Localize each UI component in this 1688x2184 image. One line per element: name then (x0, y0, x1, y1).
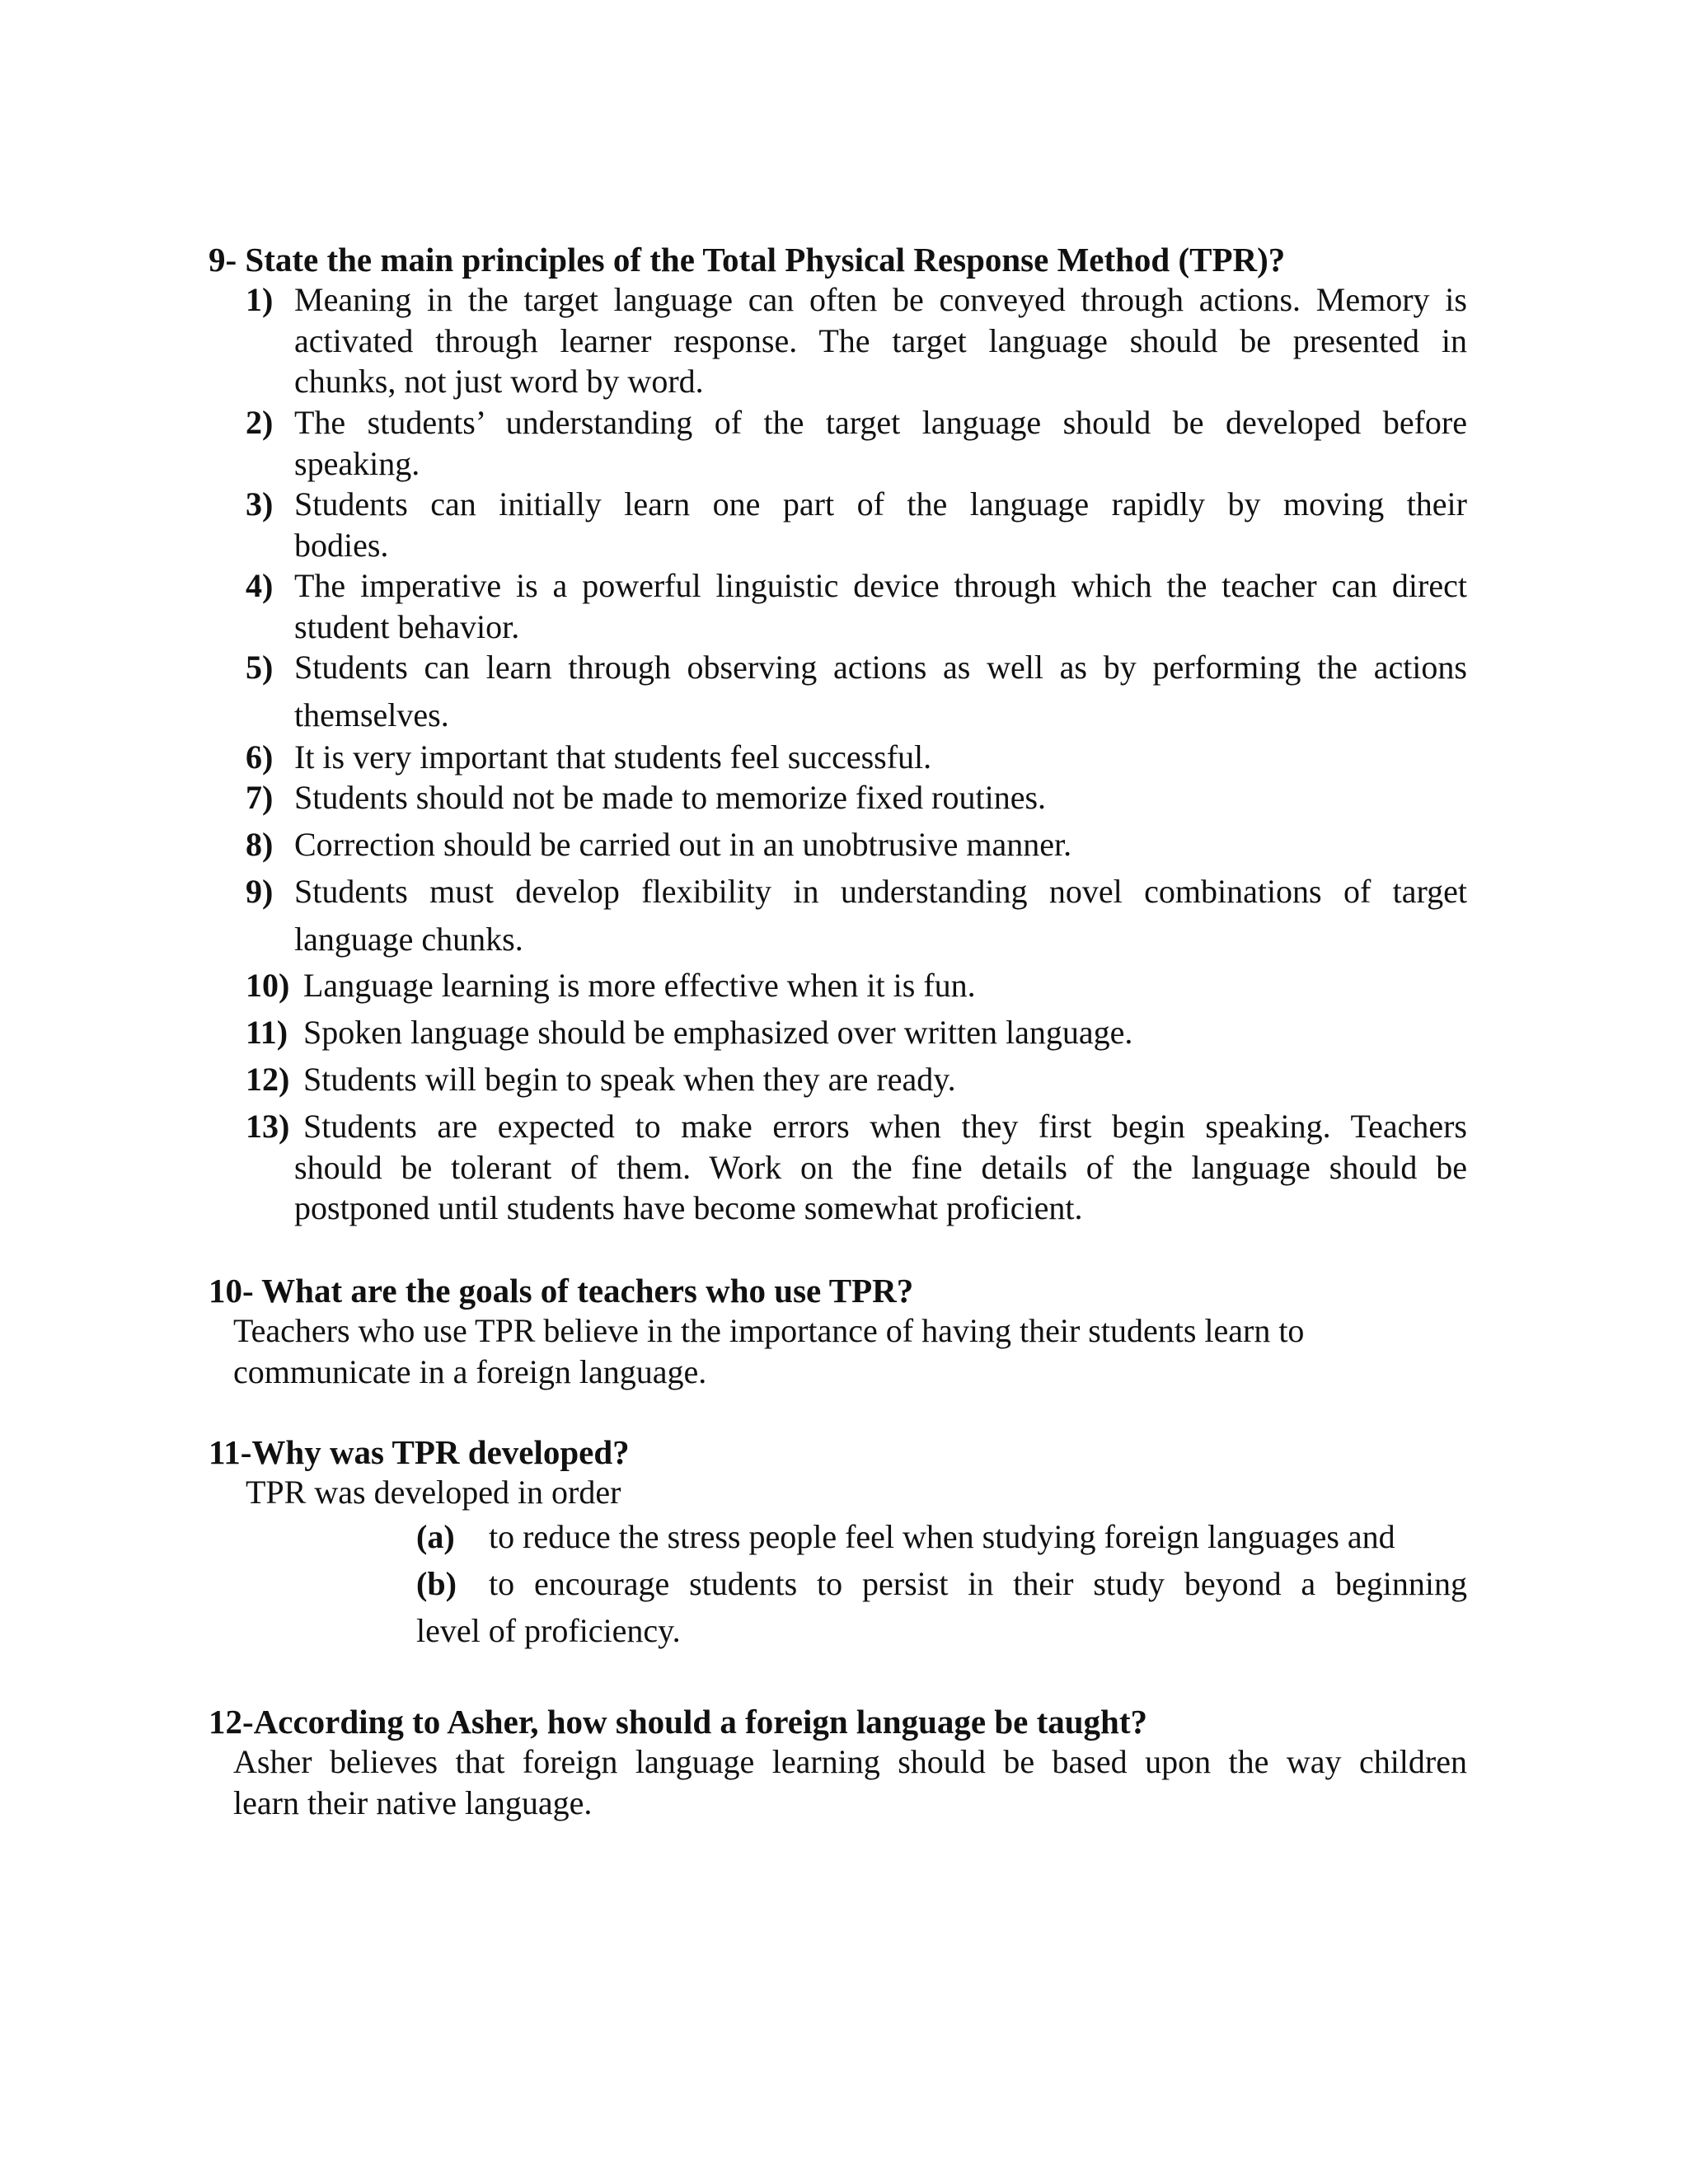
item-text: Spoken language should be emphasized over written language. (303, 1014, 1133, 1051)
principle-item-1 (246, 279, 1467, 402)
point-text: to reduce the stress people feel when studying foreign languages and (489, 1518, 1395, 1555)
item-number: 10) (246, 967, 290, 1004)
question-12-answer (233, 1741, 1467, 1823)
question-12-title: 12-According to Asher, how should a foreign language be taught? (209, 1703, 1148, 1741)
answer-line: learn their native language. (233, 1783, 593, 1821)
item-text: Students will begin to speak when they are ready. (303, 1061, 956, 1098)
principle-item-3 (246, 484, 1467, 565)
point-label: (b) (416, 1565, 457, 1602)
principle-item-8 (246, 824, 1467, 865)
item-text: Students are expected to make errors when they first begin speaking. Teachers (303, 1108, 1467, 1145)
item-text: It is very important that students feel successful. (294, 738, 932, 776)
item-number: 8) (246, 826, 274, 863)
item-number: 7) (246, 779, 274, 816)
item-first-line (246, 1106, 1467, 1147)
point-text-cont: level of proficiency. (416, 1612, 681, 1649)
item-text-cont: activated through learner response. The target language should be presented in (294, 321, 1467, 359)
item-number: 4) (246, 567, 274, 604)
item-text-cont: language chunks. (294, 920, 523, 958)
item-text: The students’ understanding of the target language should be developed before (294, 404, 1467, 441)
point-label: (a) (416, 1518, 455, 1555)
principle-item-7 (246, 777, 1467, 818)
question-10-answer (233, 1310, 1467, 1392)
item-text-cont: speaking. (294, 444, 420, 482)
item-text: Students should not be made to memorize fixed routines. (294, 779, 1047, 816)
item-number: 11) (246, 1014, 288, 1051)
item-number: 1) (246, 281, 274, 318)
item-number: 6) (246, 738, 274, 776)
item-text-cont: themselves. (294, 696, 449, 733)
item-number: 13) (246, 1108, 290, 1145)
question-11-title: 11-Why was TPR developed? (209, 1433, 630, 1471)
item-text: Students can learn through observing actions as well as by performing the actions (294, 649, 1467, 686)
question-10-title: 10- What are the goals of teachers who use TPR? (209, 1272, 914, 1310)
item-number: 2) (246, 404, 274, 441)
item-number: 5) (246, 649, 274, 686)
principle-item-9 (246, 871, 1467, 959)
principle-item-4 (246, 565, 1467, 647)
answer-line: Teachers who use TPR believe in the importance of having their students learn to (233, 1312, 1305, 1349)
principle-item-2 (246, 402, 1467, 484)
item-text-cont: chunks, not just word by word. (294, 363, 704, 400)
principle-item-10 (246, 965, 1467, 1006)
item-first-line (246, 565, 1467, 607)
principle-item-13 (246, 1106, 1467, 1229)
answer-line: communicate in a foreign language. (233, 1352, 707, 1390)
point-line (416, 1560, 1467, 1607)
principle-item-12 (246, 1059, 1467, 1100)
item-first-line (246, 647, 1467, 688)
item-number: 12) (246, 1061, 290, 1098)
answer-line: Asher believes that foreign language learning should be based upon the way children (233, 1743, 1467, 1780)
item-first-line (246, 871, 1467, 912)
item-first-line (246, 279, 1467, 321)
item-text: The imperative is a powerful linguistic device through which the teacher can direct (294, 567, 1467, 604)
item-text: Language learning is more effective when it is fun. (303, 967, 976, 1004)
item-text-cont: postponed until students have become somewhat proficient. (294, 1189, 1083, 1226)
item-text-cont: should be tolerant of them. Work on the fine details of the language should be (294, 1148, 1467, 1186)
item-text: Students can initially learn one part of the language rapidly by moving their (294, 485, 1467, 523)
principle-item-6 (246, 737, 1467, 778)
item-text-cont: bodies. (294, 526, 389, 564)
item-text: Meaning in the target language can often be conveyed through actions. Memory is (294, 281, 1467, 318)
principle-item-5 (246, 647, 1467, 735)
point-text: to encourage students to persist in their study beyond a beginning (489, 1565, 1467, 1602)
principle-item-11 (246, 1012, 1467, 1053)
item-number: 3) (246, 485, 274, 523)
item-number: 9) (246, 873, 274, 910)
item-first-line (246, 402, 1467, 443)
reason-point-b (416, 1560, 1467, 1654)
question-9-title: 9- State the main principles of the Total Physical Response Method (TPR)? (209, 241, 1286, 279)
reason-point-a (416, 1513, 1467, 1560)
item-text: Students must develop flexibility in understanding novel combinations of target (294, 873, 1467, 910)
question-11-intro: TPR was developed in order (246, 1474, 621, 1511)
item-text-cont: student behavior. (294, 607, 520, 645)
item-text: Correction should be carried out in an unobtrusive manner. (294, 826, 1072, 863)
item-first-line (246, 484, 1467, 525)
